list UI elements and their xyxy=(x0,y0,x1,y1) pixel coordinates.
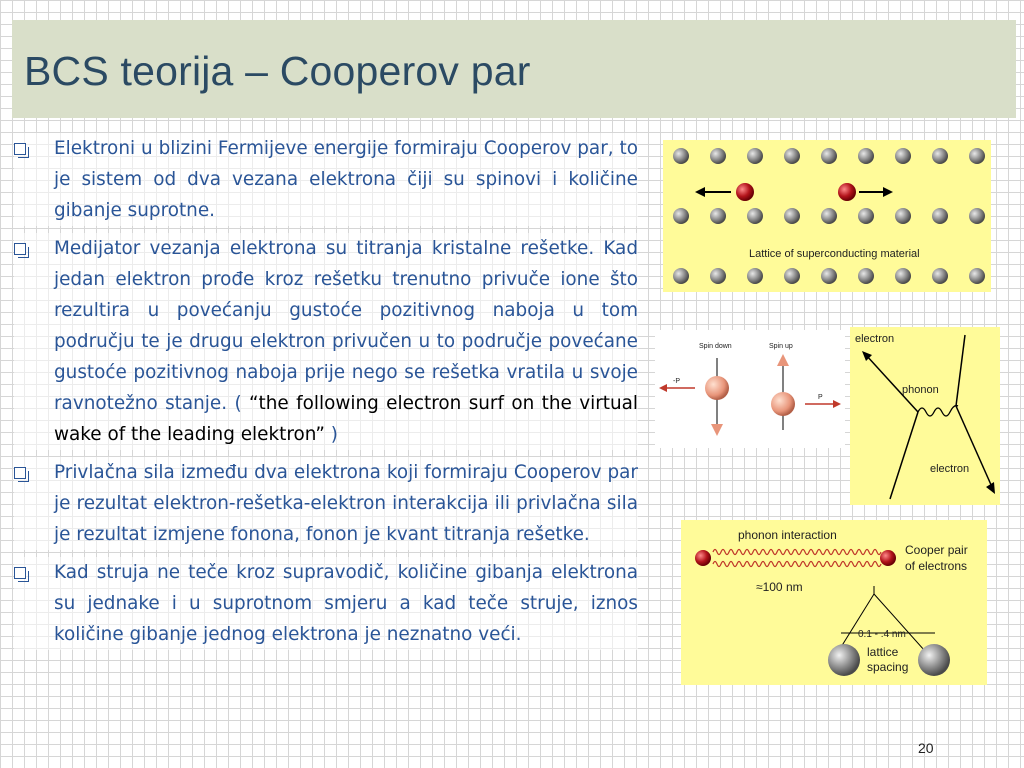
checkbox-bullet-icon xyxy=(14,143,26,155)
bullet-text-close: ) xyxy=(324,424,338,445)
spin-down-label: Spin down xyxy=(699,343,732,350)
bullet-item xyxy=(14,133,638,226)
lattice-ion xyxy=(895,268,911,284)
lattice-spacing-line2: spacing xyxy=(867,660,909,674)
phonon-illustration xyxy=(681,520,987,685)
lattice-ion xyxy=(673,208,689,224)
checkbox-bullet-icon xyxy=(14,567,26,579)
distance-label: ≈100 nm xyxy=(756,580,803,594)
lattice-ion xyxy=(932,148,948,164)
lattice-ion xyxy=(858,268,874,284)
lattice-ion xyxy=(969,148,985,164)
lattice-ion xyxy=(895,208,911,224)
lattice-ion xyxy=(673,148,689,164)
lattice-ion xyxy=(821,148,837,164)
lattice-ion xyxy=(747,208,763,224)
feynman-figure xyxy=(850,327,1000,505)
phonon-interaction-figure xyxy=(681,520,987,685)
electron-bottom-label: electron xyxy=(930,463,970,475)
title-bar xyxy=(12,20,1016,118)
lattice-ion xyxy=(932,268,948,284)
electron-top-label: electron xyxy=(855,333,895,345)
momentum-right-label: P xyxy=(818,394,823,401)
bullet-item xyxy=(14,457,638,550)
lattice-ion xyxy=(710,208,726,224)
bullet-text: Elektroni u blizini Fermijeve energije formiraju Cooperov par, to je sistem od dva vezana elektrona čiji su spinovi i količine gibanje suprotne. xyxy=(54,138,638,221)
checkbox-bullet-icon xyxy=(14,467,26,479)
lattice-ion xyxy=(784,148,800,164)
spin-up-label: Spin up xyxy=(769,343,793,350)
lattice-ion xyxy=(969,268,985,284)
lattice-ion xyxy=(932,208,948,224)
page-number: 20 xyxy=(918,740,934,756)
lattice-ion xyxy=(784,268,800,284)
electron-left xyxy=(736,183,754,201)
slide-title: BCS teorija – Cooperov par xyxy=(24,48,531,94)
cooper-pair-label-line1: Cooper pair xyxy=(905,543,968,557)
lattice-ion xyxy=(969,208,985,224)
lattice-ion xyxy=(710,268,726,284)
checkbox-bullet-icon xyxy=(14,243,26,255)
bullet-item xyxy=(14,233,638,450)
phonon-interaction-label: phonon interaction xyxy=(738,528,837,542)
bullet-text: Privlačna sila između dva elektrona koji formiraju Cooperov par je rezultat elektron-rešetka-elektron interakcija ili privlačna sila je rezultat izmjene fonona, fonon je kvant titranja rešetke. xyxy=(54,462,638,545)
spin-illustration xyxy=(655,330,845,448)
lattice-caption: Lattice of superconducting material xyxy=(749,248,920,260)
spacing-range-label: 0.1 - .4 nm xyxy=(858,629,906,640)
lattice-ion xyxy=(673,268,689,284)
phonon-label: phonon xyxy=(902,384,939,396)
spin-figure xyxy=(655,330,845,448)
lattice-spacing-line1: lattice xyxy=(867,645,899,659)
lattice-ion xyxy=(784,208,800,224)
feynman-illustration xyxy=(850,327,1000,505)
momentum-left-label: -P xyxy=(673,378,680,385)
bullet-item xyxy=(14,557,638,650)
bullet-text: Medijator vezanja elektrona su titranja kristalne rešetke. Kad jedan elektron prođe kroz rešetku trenutno privuče ione što rezultira u povećanju gustoće pozitivnog naboja u tom području te je drugu elektron privučen u to područje povećane gustoće pozitivnog naboja prije nego se rešetka vratila u svoje ravnotežno stanje. ( xyxy=(54,238,638,414)
lattice-ion xyxy=(821,268,837,284)
lattice-ion xyxy=(821,208,837,224)
bullet-text: Kad struja ne teče kroz supravodič, količine gibanja elektrona su jednake i u suprotnom smjeru a kad teče struje, iznos količine gibanje jednog elektrona je neznatno veći. xyxy=(54,562,638,645)
bullet-quote: “the following electron surf on the virtual wake of the leading elektron” xyxy=(54,393,638,445)
lattice-ion xyxy=(858,208,874,224)
lattice-ion xyxy=(895,148,911,164)
bullet-list xyxy=(14,133,638,657)
lattice-ion xyxy=(747,148,763,164)
lattice-ion xyxy=(858,148,874,164)
lattice-ion xyxy=(710,148,726,164)
cooper-pair-label-line2: of electrons xyxy=(905,559,968,573)
lattice-figure xyxy=(663,140,991,292)
lattice-illustration xyxy=(663,140,991,292)
electron-right xyxy=(838,183,856,201)
lattice-ion xyxy=(747,268,763,284)
